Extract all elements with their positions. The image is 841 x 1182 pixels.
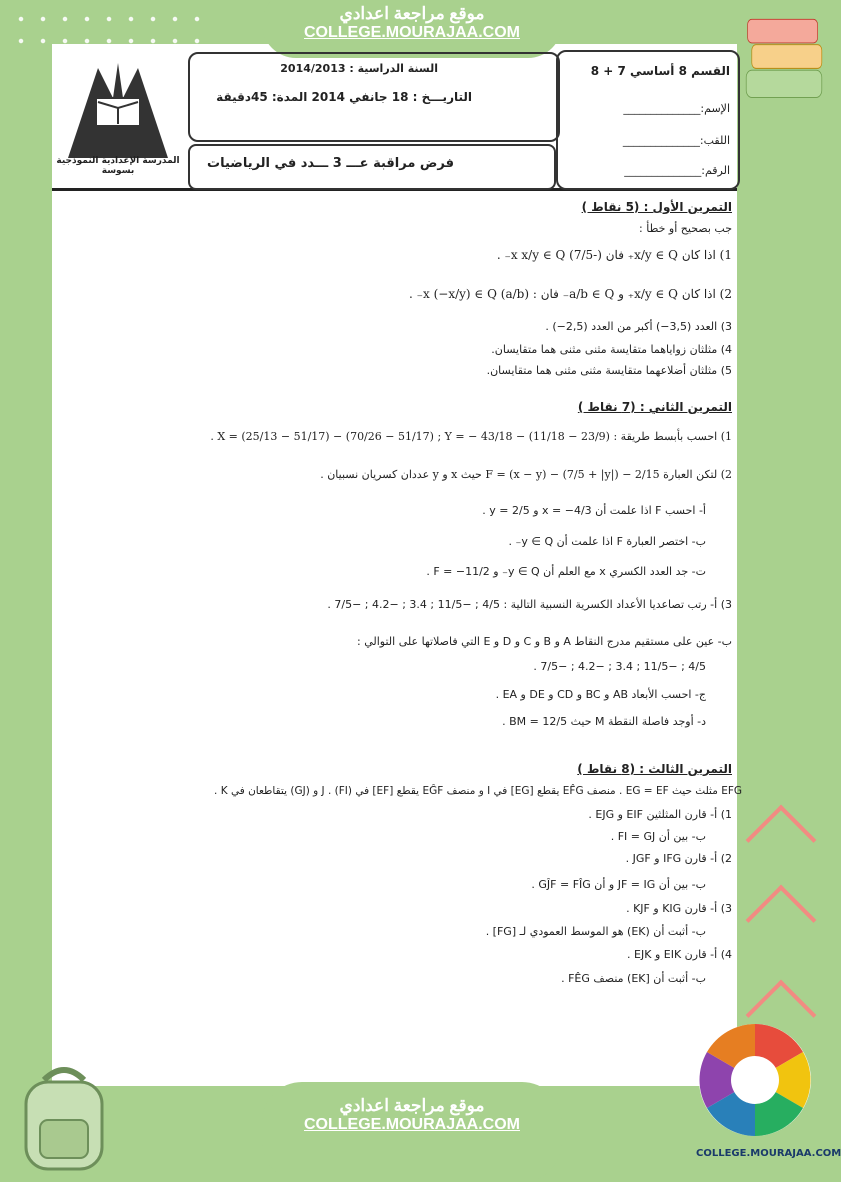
logo-site-text: COLLEGE.MOURAJAA.COM <box>696 1148 841 1159</box>
student-info-box <box>556 50 740 190</box>
exercise-3-intro: EFG مثلث حيث EG = EF . منصف EF̂G يقطع [EG] في I و منصف EĜF يقطع [EF] في J . (FI) و (GJ) يتقاطعان في K . <box>214 785 742 797</box>
exercise-3-item: ب- بين أن JF = IG و أن GĴF = FÎG . <box>531 878 706 891</box>
exercise-3-item: ب- أثبت أن [EK) منصف FÊG . <box>561 972 706 985</box>
exercise-2-item: ب- عين على مستقيم مدرج النقاط A و B و C و D و E التي فاصلاتها على التوالي : <box>357 635 732 648</box>
name-field[interactable]: الإسم:______________ <box>623 102 730 115</box>
exercise-2-item: ج- احسب الأبعاد AB و BC و CD و DE و EA . <box>495 688 706 701</box>
books-icon <box>742 12 826 112</box>
exercise-2-item: 3) أ- رتب تصاعديا الأعداد الكسرية النسبية التالية : 4/5 ; −11/5 ; 3.4 ; −4.2 ; −7/5 . <box>327 598 732 611</box>
class-label: القسم 8 أساسي 7 + 8 <box>590 64 730 78</box>
exercise-2-item: د- أوجد فاصلة النقطة M حيث BM = 12/5 . <box>502 715 706 728</box>
exercise-1-item: 1) اذا كان x/y ∈ Q₊ فان (-7/5) x x/y ∈ Q₋ . <box>496 248 732 262</box>
exam-date-duration: التاريـــخ : 18 جانفي 2014 المدة: 45دقيقة <box>216 90 472 104</box>
exercise-2-item: ب- اختصر العبارة F اذا علمت أن y ∈ Q₋ . <box>508 535 706 548</box>
exercise-1-item: 4) مثلثان زواياهما متقايسة مثنى مثنى هما متقايسان. <box>491 343 732 356</box>
exercise-2-item: 2) لتكن العبارة F = (x − y) − (7/5 + |y|) − 2/15 حيث x و y عددان كسريان نسبيان . <box>320 468 732 481</box>
chevron-up-icon <box>746 885 817 956</box>
exercise-3-item: 1) أ- قارن المثلثين EIF و EJG . <box>588 808 732 821</box>
school-year: السنة الدراسية : 2014/2013 <box>280 62 438 75</box>
bottom-watermark-banner[interactable] <box>262 1082 562 1182</box>
chevron-up-icon <box>746 805 817 876</box>
exercise-3-item: 4) أ- قارن EIK و EJK . <box>627 948 732 961</box>
exercise-2-item: 1) احسب بأبسط طريقة : X = (25/13 − 51/17) − (70/26 − 51/17) ; Y = − 43/18 − (11/18 − 23/9) . <box>210 430 732 443</box>
school-name: المدرسة الإعدادية النموذجية بسوسة <box>56 156 180 176</box>
number-field[interactable]: الرقم:______________ <box>624 164 730 177</box>
decorative-dots <box>10 8 210 44</box>
exercise-1-item: 2) اذا كان x/y ∈ Q₊ و a/b ∈ Q₋ فان : (a/b) x (−x/y) ∈ Q₋ . <box>409 287 732 301</box>
surname-field[interactable]: اللقب:______________ <box>622 134 730 147</box>
backpack-icon <box>14 1060 114 1169</box>
exam-info-box <box>188 52 560 142</box>
exercise-3-title: التمرين الثالث : (8 نقاط ) <box>577 762 732 776</box>
exam-header <box>52 48 737 191</box>
college-logo-icon <box>695 1020 815 1140</box>
exercise-3-item: 2) أ- قارن IFG و JGF . <box>625 852 732 865</box>
exam-title-box <box>188 144 556 190</box>
watermark-site-link[interactable]: COLLEGE.MOURAJAA.COM <box>304 24 520 41</box>
exercise-2-item: ت- جد العدد الكسري x مع العلم أن y ∈ Q₋ و F = −11/2 . <box>426 565 706 578</box>
exercise-2-title: التمرين الثاني : (7 نقاط ) <box>577 400 732 414</box>
exercise-2-item: أ- احسب F اذا علمت أن x = −4/3 و y = 2/5 . <box>482 504 706 517</box>
watermark-arabic: موقع مراجعة اعدادي <box>339 1096 485 1115</box>
exercise-3-item: ب- أثبت أن (EK) هو الموسط العمودي لـ [FG] . <box>485 925 706 938</box>
watermark-site-link[interactable]: COLLEGE.MOURAJAA.COM <box>304 1116 520 1133</box>
exercise-3-item: 3) أ- قارن KIG و KJF . <box>626 902 732 915</box>
exercise-1-intro: جب بصحيح أو خطأ : <box>639 222 732 235</box>
exercise-1-item: 3) العدد (3,5−) أكبر من العدد (2,5−) . <box>545 320 732 333</box>
exercise-3-item: ب- بين أن FI = GJ . <box>610 830 706 843</box>
watermark-arabic: موقع مراجعة اعدادي <box>339 4 485 23</box>
exercise-1-title: التمرين الأول : (5 نقاط ) <box>581 200 732 214</box>
exercise-1-item: 5) مثلثان أضلاعهما متقايسة مثنى مثنى هما متقايسان. <box>486 364 732 377</box>
exam-title: فرض مراقبة عـــ 3 ـــدد في الرياضيات <box>207 156 454 171</box>
exercise-2-item: 4/5 ; −11/5 ; 3.4 ; −4.2 ; −7/5 . <box>533 660 706 673</box>
